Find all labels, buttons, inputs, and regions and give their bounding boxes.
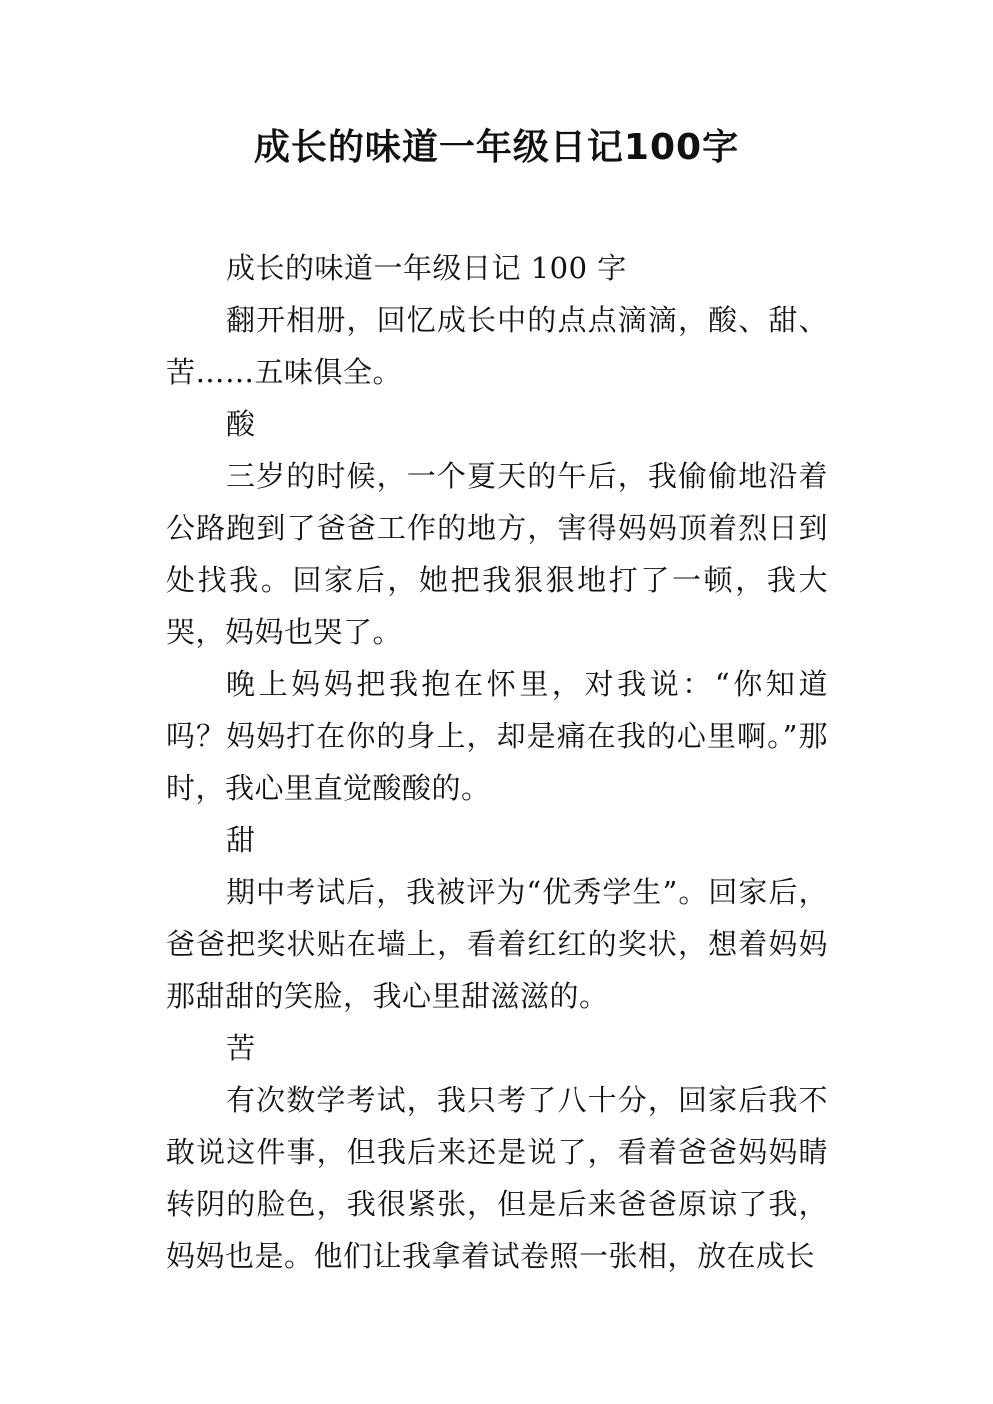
- paragraph-sour-1: 三岁的时候，一个夏天的午后，我偷偷地沿着公路跑到了爸爸工作的地方，害得妈妈顶着烈日到处找我。回家后，她把我狠狠地打了一顿，我大哭，妈妈也哭了。: [166, 459, 828, 649]
- paragraph-bitter: 有次数学考试，我只考了八十分，回家后我不敢说这件事，但我后来还是说了，看着爸爸妈妈睛转阴的脸色，我很紧张，但是后来爸爸原谅了我，妈妈也是。他们让我拿着试卷照一张相，放在成长: [166, 1083, 828, 1273]
- section-heading-bitter: 苦: [226, 1031, 256, 1065]
- paragraph-sweet: 期中考试后，我被评为“优秀学生”。回家后，爸爸把奖状贴在墙上，看着红红的奖状，想着妈妈那甜甜的笑脸，我心里甜滋滋的。: [166, 875, 828, 1013]
- section-heading-sour: 酸: [226, 407, 256, 441]
- section-heading-sweet: 甜: [226, 823, 256, 857]
- document-title: 成长的味道一年级日记100字: [253, 127, 740, 168]
- document-body: [166, 242, 828, 1282]
- paragraph-subtitle: 成长的味道一年级日记 100 字: [226, 251, 627, 285]
- paragraph-intro: 翻开相册，回忆成长中的点点滴滴，酸、甜、苦……五味俱全。: [166, 303, 828, 389]
- paragraph-sour-2: 晚上妈妈把我抱在怀里，对我说：“你知道吗？妈妈打在你的身上，却是痛在我的心里啊。”那时，我心里直觉酸酸的。: [166, 667, 828, 805]
